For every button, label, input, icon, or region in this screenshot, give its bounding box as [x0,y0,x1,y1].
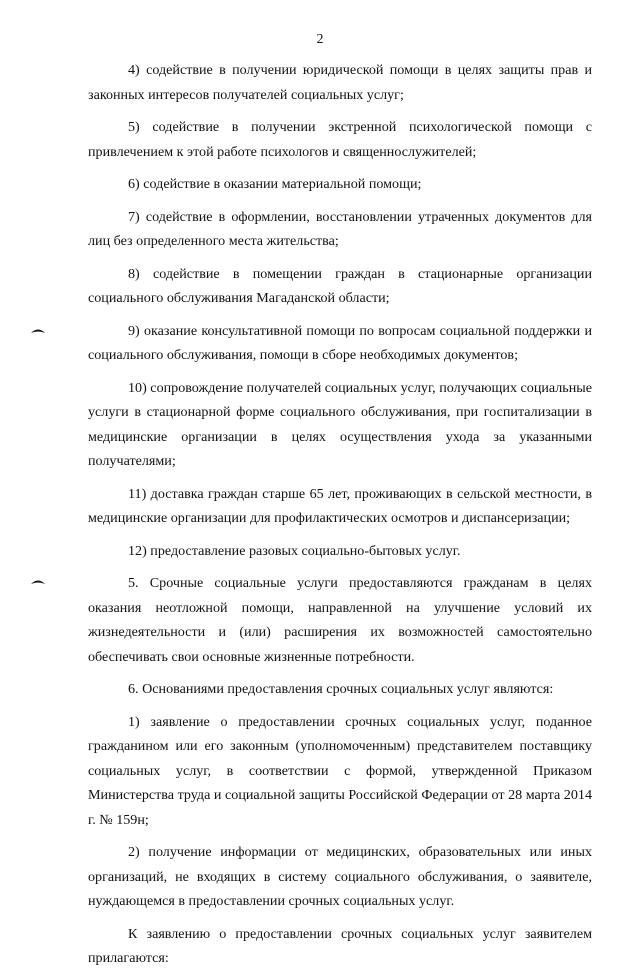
binding-hole-mark-bottom [30,577,46,585]
list-item-material-aid: 6) содействие в оказании материальной помощи; [128,176,422,192]
list-item-escort: 10) сопровождение получателей социальных услуг, получающих социальные услуги в стационарной форме социального обслуживания, при госпитализации в медицинские организации в целях осуществления ухода за указанными получателями; [88,379,593,469]
binding-hole-mark-top [30,326,46,334]
attachments-intro: К заявлению о предоставлении срочных социальных услуг заявителем прилагаются: [88,925,592,966]
basis-item-application: 1) заявление о предоставлении срочных социальных услуг, поданное гражданином или его законным (уполномоченным) представителем поставщику социальных услуг, в соответствии с формой, утвержденной Приказом Министерства труда и социальной защиты Российской Федерации от 28 марта 2014 г. № 159н; [88,713,592,828]
list-item-household-services: 12) предоставление разовых социально-бытовых услуг. [128,542,461,559]
basis-item-information: 2) получение информации от медицинских, образовательных или иных организаций, не входящих в систему социального обслуживания, о заявителе, нуждающемся в предоставлении срочных социальных услуг. [88,844,592,909]
section-6-heading: 6. Основаниями предоставления срочных социальных услуг являются: [128,681,554,697]
list-item-legal-aid: 4) содействие в получении юридической помощи в целях защиты прав и законных интересов получателей социальных услуг; [88,62,592,103]
list-item-transport: 11) доставка граждан старше 65 лет, проживающих в сельской местности, в медицинские организации для профилактических осмотров и диспансеризации; [88,485,592,526]
list-item-placement: 8) содействие в помещении граждан в стационарные организации социального обслуживания Магаданской области; [88,265,592,306]
list-item-psychological-aid: 5) содействие в получении экстренной психологической помощи с привлечением к этой работе психологов и священнослужителей; [88,119,592,160]
list-item-consultation: 9) оказание консультативной помощи по вопросам социальной поддержки и социального обслуживания, помощи в сборе необходимых документов; [88,322,592,363]
document-body [88,58,592,971]
section-5-paragraph: 5. Срочные социальные услуги предоставляются гражданам в целях оказания неотложной помощи, направленной на улучшение условий их жизнедеятельности и (или) расширения их возможностей самостоятельно обеспечивать свои основные жизненные потребности. [88,575,592,665]
list-item-documents: 7) содействие в оформлении, восстановлении утраченных документов для лиц без определенного места жительства; [88,208,592,249]
page-number: 2 [316,32,324,47]
